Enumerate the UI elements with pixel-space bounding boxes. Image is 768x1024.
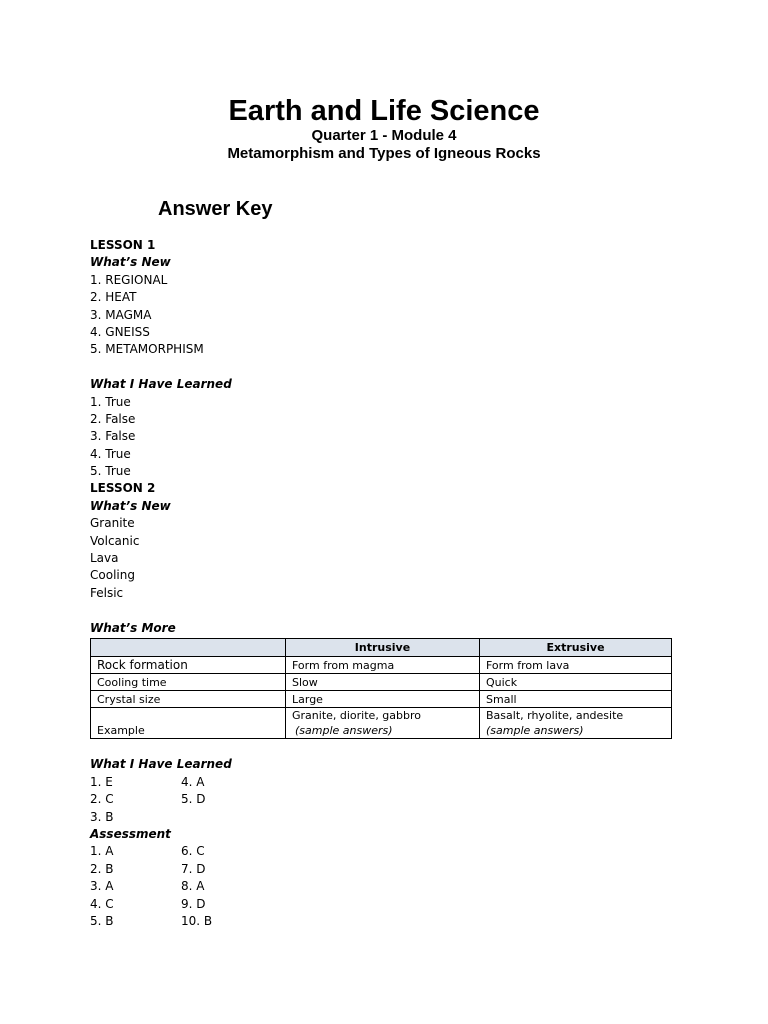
answer-item: 5. D [181,792,206,807]
lesson-1-whats-new-heading: What’s New [90,255,171,270]
table-header-intrusive: Intrusive [286,638,480,656]
list-item: 3. MAGMA [90,307,152,322]
answer-item: 9. D [181,896,206,911]
list-item: Felsic [90,585,124,600]
answer-item: 10. B [181,913,213,928]
list-item: Granite [90,516,135,531]
answer-row [90,913,690,930]
table-cell [480,708,672,739]
document-title: Earth and Life Science [228,95,540,127]
answer-item: 6. C [181,844,205,859]
answer-item: 3. A [90,879,114,894]
table-row [91,708,672,739]
answer-item: 4. C [90,896,114,911]
spacer [90,739,690,756]
list-item: 2. HEAT [90,290,137,305]
table-header-blank [91,638,286,656]
table-cell: Quick [480,674,672,691]
lesson-1-learned-heading: What I Have Learned [90,377,232,392]
answer-row [90,843,690,860]
answer-item: 5. B [90,913,114,928]
table-cell: Small [480,691,672,708]
list-item: 5. True [90,464,131,479]
answer-item: 2. B [90,861,114,876]
list-item: 2. False [90,411,136,426]
list-item: 4. GNEISS [90,324,150,339]
answer-key-content [90,237,690,930]
answer-row [90,878,690,895]
table-cell: Form from magma [286,657,480,674]
table-row [91,657,672,674]
table-cell-label: Rock formation [91,657,286,674]
table-header-extrusive: Extrusive [480,638,672,656]
table-row [91,674,672,691]
answer-row [90,774,690,791]
table-cell-label: Example [91,708,286,739]
answer-row [90,791,690,808]
table-cell-value: Granite, diorite, gabbro [292,709,422,723]
answer-item: 1. A [90,844,114,859]
module-topic: Metamorphism and Types of Igneous Rocks [227,145,541,162]
table-cell-label: Cooling time [91,674,286,691]
list-item: 4. True [90,446,131,461]
list-item: 3. False [90,429,136,444]
lesson-2-whats-more-heading: What’s More [90,620,176,635]
lesson-2-label: LESSON 2 [90,481,156,496]
table-header-row [91,638,672,656]
table-cell-value: Basalt, rhyolite, andesite [486,709,624,723]
list-item: Lava [90,551,119,566]
answer-item: 7. D [181,861,206,876]
list-item: Volcanic [90,533,140,548]
table-row [91,691,672,708]
spacer [90,359,690,376]
lesson-2-whats-new-heading: What’s New [90,498,171,513]
table-cell-label: Crystal size [91,691,286,708]
table-cell: Slow [286,674,480,691]
igneous-rocks-table [90,638,672,739]
list-item: Cooling [90,568,135,583]
table-cell [286,708,480,739]
lesson-1-label: LESSON 1 [90,238,156,252]
list-item: 1. REGIONAL [90,272,168,287]
spacer [90,602,690,619]
answer-item: 8. A [181,879,205,894]
answer-key-heading: Answer Key [158,198,273,220]
table-cell-note: (sample answers) [486,724,584,738]
list-item: 5. METAMORPHISM [90,342,204,357]
answer-item: 3. B [90,809,114,824]
answer-row [90,809,690,826]
answer-item: 2. C [90,792,114,807]
table-cell: Large [286,691,480,708]
answer-row [90,861,690,878]
assessment-heading: Assessment [90,826,171,841]
document-subtitle: Quarter 1 - Module 4 [311,127,457,144]
table-cell: Form from lava [480,657,672,674]
lesson-2-learned-heading: What I Have Learned [90,757,232,772]
table-cell-note: (sample answers) [295,724,393,738]
answer-item: 1. E [90,774,113,789]
answer-row [90,896,690,913]
list-item: 1. True [90,394,131,409]
answer-item: 4. A [181,774,205,789]
